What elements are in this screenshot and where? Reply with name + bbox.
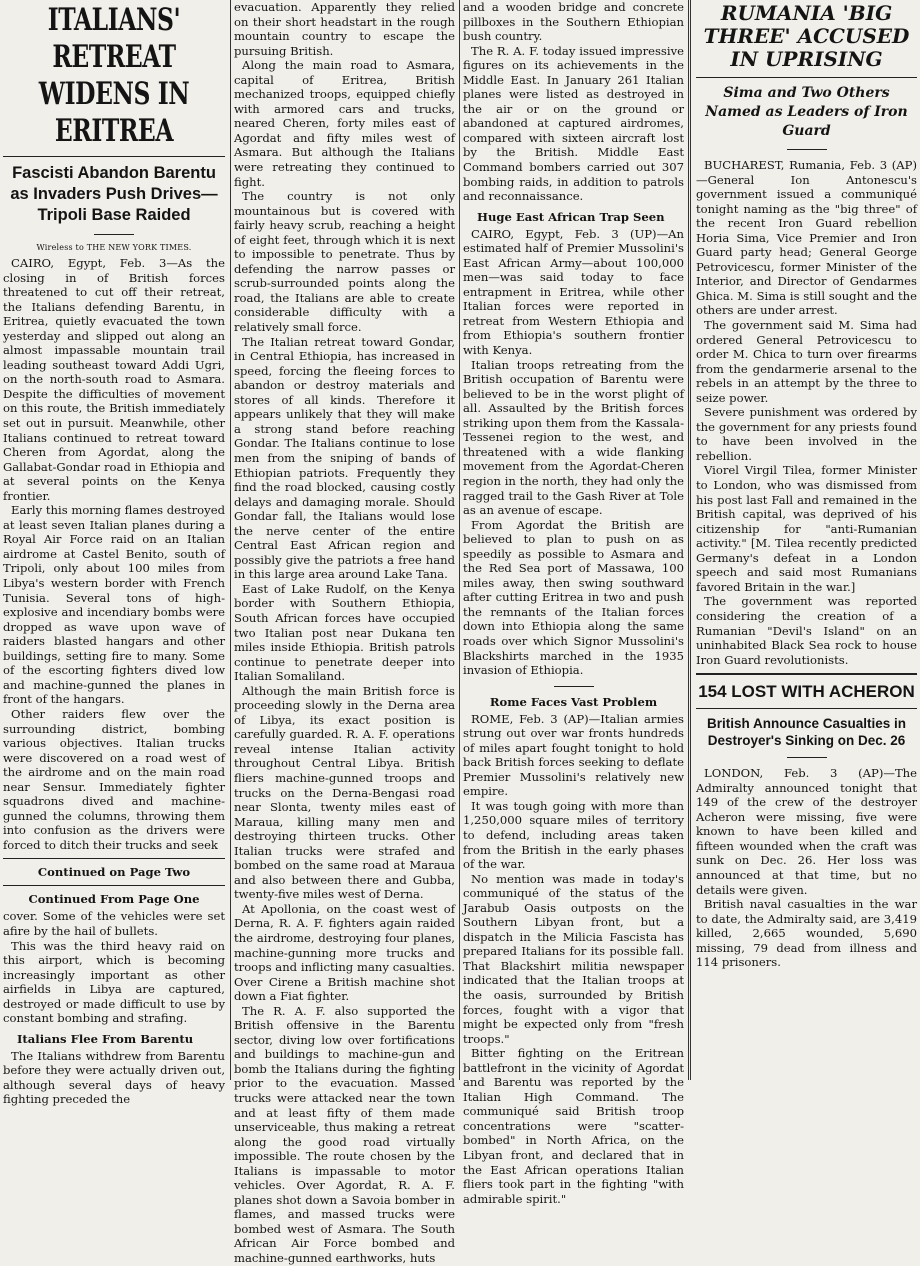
subhead-italians-flee: Italians Flee From Barentu [17, 1031, 194, 1046]
divider [787, 149, 827, 150]
paragraph: The R. A. F. also supported the British offensive in the Barentu sector, diving low over fortifications and buildings to machine-gun and bomb the Italians during the fighting prior to the evacuation. Massed trucks were attacked near the town and at least fifty of them made unserviceable, thus making a retreat along the good road virtually impossible. The route chosen by the Italians is impassable to motor vehicles. Over Agordat, R. A. F. planes shot down a Savoia bomber in flames, and massed trucks were bombed west of Asmara. The South African Air Force bombed and machine-gunned earthworks, huts [234, 1003, 455, 1266]
paragraph: BUCHAREST, Rumania, Feb. 3 (AP)—General Ion Antonescu's government issued a communiqué tonight naming as the "big three" of the recent Iron Guard rebellion Horia Sima, Vice Premier and Iron Guard party head; General George Petrovicescu, former Minister of the Interior, and Director of Gendarmes Ghica. M. Sima is still sought and the others are under arrest. [696, 158, 917, 318]
wire-credit: Wireless to THE NEW YORK TIMES. [36, 243, 192, 252]
paragraph: Italian troops retreating from the British occupation of Barentu were believed to be in the worst plight of all. Assaulted by the British forces striking upon them from the Kassala-Tessenei region to the west, and threatened with a wide flanking movement from the Agordat-Cheren region in the north, they had only the ragged trail to the Gash River at Tole as an avenue of escape. [463, 357, 684, 518]
paragraph: LONDON, Feb. 3 (AP)—The Admiralty announced tonight that 149 of the crew of the destroyer Acheron were missing, five were known to have been killed and fifteen wounded when the craft was sunk on Dec. 26. Her loss was announced at that time, but no details were given. [696, 766, 917, 897]
paragraph: evacuation. Apparently they relied on their short headstart in the rough mountain country to escape the pursuing British. [234, 0, 455, 58]
paragraph: Along the main road to Asmara, capital of Eritrea, British mechanized troops, equipped chiefly with armored cars and trucks, neared Cheren, forty miles east of Agordat and fifty miles west of Asmara. But although the Italians were retreating they continued to fight. [234, 58, 455, 189]
article-body [696, 766, 917, 970]
continued-on-label: Continued on Page Two [37, 865, 191, 880]
column-rule [688, 0, 689, 1080]
paragraph: The country is not only mountainous but is covered with fairly heavy scrub, reaching a height of eight feet, through which it is next to impossible to penetrate. Thus by defending the narrow passes or scrub-surrounded points along the road, the Italians are able to create considerable difficulty with a relatively small force. [234, 189, 455, 335]
article-body [463, 0, 684, 204]
subhead-acheron: British Announce Casualties in Destroyer's Sinking on Dec. 26 [706, 716, 907, 749]
paragraph: The Italian retreat toward Gondar, in Central Ethiopia, has increased in speed, forcing the fleeing forces to abandon or destroy materials and stores of all kinds. Therefore it appears unlikely that they will make a strong stand before reaching Gondar. The Italians continue to lose men from the sniping of bands of Ethiopian patriots. Frequently they find the road blocked, causing costly delays and damaging morale. Should Gondar fall, the Italians would lose the nerve center of the entire Central East African region and possibly give the patriots a free hand in this large area around Lake Tana. [234, 334, 455, 582]
headline-rule [696, 708, 917, 709]
subhead-east-african-trap: Huge East African Trap Seen [477, 209, 665, 224]
subhead-rome-faces: Rome Faces Vast Problem [489, 694, 658, 709]
paragraph: East of Lake Rudolf, on the Kenya border with Southern Ethiopia, South African forces have occupied two Italian post near Dukana ten miles inside Ethiopia. British patrols continue to penetrate deeper into Italian Somaliland. [234, 581, 455, 684]
subhead-rumania: Sima and Two Others Named as Leaders of Iron Guard [705, 85, 908, 139]
divider [3, 858, 225, 859]
paragraph: Viorel Virgil Tilea, former Minister to London, who was dismissed from his post last Fall and remained in the British capital, was deprived of his citizenship for "anti-Rumanian activity." [M. Tilea recently predicted Germany's defeat in a London speech and said most Rumanians favored Britain in the war.] [696, 463, 917, 594]
paragraph: The government was reported considering the creation of a Rumanian "Devil's Island" on an uninhabited Black Sea rock to house Iron Guard revolutionists. [696, 594, 917, 667]
divider [554, 686, 594, 687]
article-continuation [3, 909, 225, 1025]
column-eritrea-continued [231, 0, 458, 1266]
column-eritrea-retreat [0, 0, 229, 1107]
paragraph: From Agordat the British are believed to plan to push on as speedily as possible to Asmara and the Red Sea port of Massawa, 100 miles away, then swing southward after cutting Eritrea in two and push the remnants of the Italian forces down into Ethiopia along the same roads over which Signor Mussolini's Blackshirts marched in the 1935 invasion of Ethiopia. [463, 517, 684, 678]
divider [787, 757, 827, 758]
article-body [463, 227, 684, 678]
article-body [234, 0, 455, 1266]
paragraph: No mention was made in today's communiqué of the status of the Jarabub Oasis outposts on the Southern Libyan front, but a dispatch in the Milicia Fascista has prepared Italians for its possible fall. That Blackshirt militia newspaper indicated that the Italian troops at the oasis, surrounded by British forces, fought with a vigor that might be expected only from "fresh troops." [463, 871, 684, 1046]
headline-eritrea: ITALIANS' RETREAT WIDENS IN ERITREA [38, 2, 190, 149]
paragraph: CAIRO, Egypt, Feb. 3—As the closing in of British forces threatened to cut off their retreat, the Italians defending Barentu, in Eritrea, quietly evacuated the town yesterday and slipped out along an almost impassable mountain trail leading southeast toward Addi Ugri, on the north-south road to Asmara. Despite the difficulties of movement on this route, the British immediately set out in pursuit. Meanwhile, other Italians continued to retreat toward Cheren from Agordat, along the Gallabat-Gondar road in Ethiopia and at several points on the Kenya frontier. [3, 256, 225, 503]
paragraph: Early this morning flames destroyed at least seven Italian planes during a Royal Air Force raid on an Italian airdrome at Castel Benito, south of Tripoli, only about 100 miles from Libya's western border with French Tunisia. Several tons of high-explosive and incendiary bombs were dropped as wave upon wave of raiders blasted hangars and other buildings, setting fire to many. Some of the escorting fighters dived low and machine-gunned the planes in front of the hangars. [3, 503, 225, 707]
continued-from-label: Continued From Page One [28, 892, 200, 907]
paragraph: At Apollonia, on the coast west of Derna, R. A. F. fighters again raided the airdrome, destroying four planes, machine-gunning more trucks and troops and inflicting many casualties. Over Cirene a British machine shot down a Fiat fighter. [234, 901, 455, 1004]
paragraph: The Italians withdrew from Barentu before they were actually driven out, although several days of heavy fighting preceded the [3, 1048, 225, 1107]
divider [94, 234, 134, 235]
paragraph: Bitter fighting on the Eritrean battlefront in the vicinity of Agordat and Barentu was reported by the Italian High Command. The communiqué said British troop concentrations were "scatter-bombed" in North Africa, on the Libyan front, and declared that in the East African operations Italian fliers took part in the fighting "with admirable spirit." [463, 1046, 684, 1206]
article-body [3, 256, 225, 852]
article-continuation [3, 1049, 225, 1107]
article-body [463, 712, 684, 1207]
section-rule [696, 673, 917, 675]
column-east-africa [460, 0, 687, 1206]
paragraph: The R. A. F. today issued impressive figures on its achievements in the Middle East. In January 261 Italian planes were listed as destroyed in the air or on the ground or abandoned at captured airdromes, compared with sixteen aircraft lost by the British. Middle East Command bombers carried out 307 bombing raids, in addition to patrols and reconnaissance. [463, 43, 684, 204]
paragraph: It was tough going with more than 1,250,000 square miles of territory to defend, including areas taken from the British in the early phases of the war. [463, 798, 684, 872]
paragraph: Severe punishment was ordered by the government for any priests found to have been involved in the rebellion. [696, 405, 917, 463]
divider [3, 885, 225, 886]
column-rumania [691, 0, 920, 1080]
paragraph: This was the third heavy raid on this airport, which is becoming increasingly important as other airfields in Libya are captured, destroyed or made difficult to use by constant bombing and strafing. [3, 938, 225, 1026]
headline-rule [696, 77, 917, 78]
paragraph: and a wooden bridge and concrete pillboxes in the Southern Ethiopian bush country. [463, 0, 684, 44]
paragraph: cover. Some of the vehicles were set afire by the hail of bullets. [3, 909, 225, 938]
headline-rumania: RUMANIA 'BIG THREE' ACCUSED IN UPRISING [703, 1, 910, 71]
paragraph: CAIRO, Egypt, Feb. 3 (UP)—An estimated half of Premier Mussolini's East African Army—about 100,000 men—was said today to face entrapment in Eritrea, while other Italian forces were reported in retreat from Western Ethiopia and from Ethiopia's southern frontier with Kenya. [463, 226, 684, 358]
paragraph: Other raiders flew over the surrounding district, bombing various objectives. Italian trucks were discovered on a road west of the airdrome and on the main road near Sensur. Immediately fighter squadrons dived and machine-gunned the columns, throwing them into confusion as the drivers were forced to ditch their trucks and seek [3, 706, 225, 852]
paragraph: British naval casualties in the war to date, the Admiralty said, are 3,419 killed, 2,665 wounded, 5,690 missing, 79 dead from illness and 114 prisoners. [696, 897, 917, 970]
headline-acheron: 154 LOST WITH ACHERON [698, 682, 915, 702]
subhead-eritrea: Fascisti Abandon Barentu as Invaders Push Drives— Tripoli Base Raided [10, 164, 218, 224]
paragraph: The government said M. Sima had ordered General Petrovicescu to order M. Chica to turn over firearms from the gendarmerie arsenal to the rebels in an attempt by the three to seize power. [696, 318, 917, 405]
paragraph: ROME, Feb. 3 (AP)—Italian armies strung out over war fronts hundreds of miles apart fought tonight to hold back British forces seeking to deflate Premier Mussolini's relatively new empire. [463, 711, 684, 799]
paragraph: Although the main British force is proceeding slowly in the Derna area of Libya, its exact position is carefully guarded. R. A. F. operations reveal intense Italian activity throughout Central Libya. British fliers machine-gunned troops and trucks on the Derna-Bengasi road near Slonta, twenty miles east of Maraua, killing many men and destroying thirteen trucks. Other Italian trucks were strafed and bombed on the same road at Maraua and also between there and Gubba, twenty-five miles west of Derna. [234, 683, 455, 902]
headline-rule [3, 156, 225, 157]
article-body [696, 158, 917, 667]
